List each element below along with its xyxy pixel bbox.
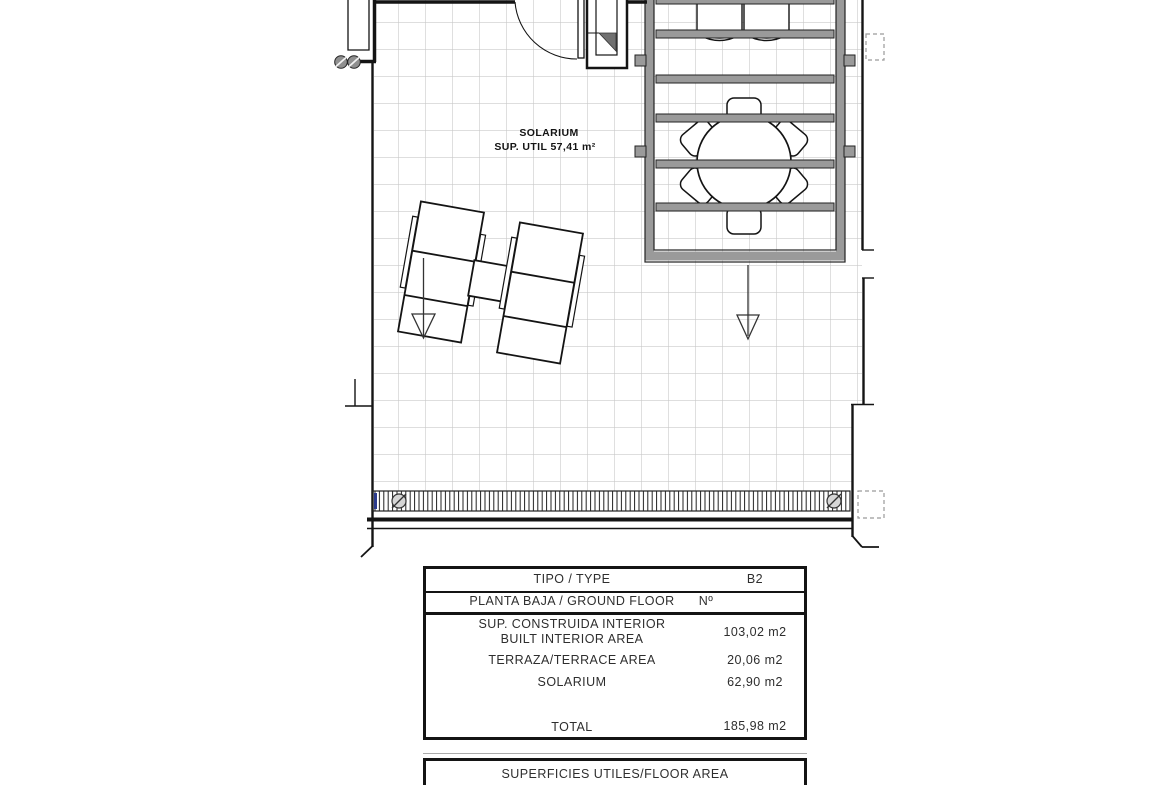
railing-accent-tick	[374, 493, 377, 509]
floor-area-table	[423, 758, 807, 785]
wall-niche-top-left	[348, 0, 369, 50]
dashed-box-bottom-right	[858, 491, 884, 518]
solarium-area-label: SUP. UTIL 57,41 m²	[494, 141, 596, 153]
drain-icons-top	[335, 56, 361, 69]
area-summary-table	[423, 566, 807, 740]
type-row-value: B2	[746, 572, 764, 586]
solarium-area-row-value: 62,90 m2	[727, 675, 783, 689]
table-divider-thick	[426, 612, 804, 615]
terrace-area-label: TERRAZA/TERRACE AREA	[488, 653, 656, 667]
solarium-area-row-label: SOLARIUM	[537, 675, 607, 689]
type-row-label: TIPO / TYPE	[533, 572, 611, 586]
built-interior-label-es: SUP. CONSTRUIDA INTERIOR	[478, 617, 666, 631]
railing	[367, 491, 853, 529]
separator-line	[423, 753, 807, 754]
dashed-box-top-right	[866, 34, 884, 60]
floor-row-number-label: Nº	[698, 594, 714, 608]
built-interior-value: 103,02 m2	[723, 625, 787, 639]
built-interior-label-en: BUILT INTERIOR AREA	[500, 632, 644, 646]
terrace-area-value: 20,06 m2	[727, 653, 783, 667]
table-divider	[426, 591, 804, 593]
total-value: 185,98 m2	[723, 719, 787, 733]
solarium-label: SOLARIUM	[519, 127, 579, 139]
floor-area-table-title: SUPERFICIES UTILES/FLOOR AREA	[501, 767, 729, 781]
total-label: TOTAL	[551, 720, 593, 734]
floor-row-label: PLANTA BAJA / GROUND FLOOR	[469, 594, 675, 608]
door-leaf	[578, 0, 584, 58]
stairwell-box	[587, 0, 627, 68]
